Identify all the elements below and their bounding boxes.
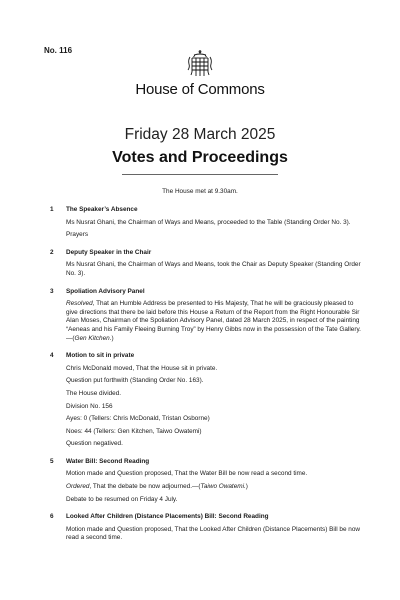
item-paragraph bbox=[66, 261, 362, 278]
text-run: ) bbox=[111, 334, 114, 342]
house-of-commons-wordmark: House of Commons bbox=[135, 81, 265, 98]
item-heading: Deputy Speaker in the Chair bbox=[66, 248, 152, 256]
item-paragraph bbox=[66, 483, 362, 492]
text-run: Gen Kitchen. bbox=[74, 334, 112, 342]
proceedings-list bbox=[44, 206, 362, 552]
sitting-date: Friday 28 March 2025 bbox=[124, 126, 276, 143]
text-run: Noes: 44 (Tellers: Gen Kitchen, Taiwo Owatemi) bbox=[66, 427, 202, 435]
proceeding-item bbox=[44, 513, 362, 543]
paper-number: No. 116 bbox=[44, 46, 73, 55]
sitting-time: The House met at 9.30am. bbox=[162, 188, 238, 195]
item-heading: Motion to sit in private bbox=[66, 352, 135, 360]
item-heading: Looked After Children (Distance Placements) Bill: Second Reading bbox=[66, 513, 269, 521]
item-paragraph bbox=[66, 496, 362, 505]
text-run: Ms Nusrat Ghani, the Chairman of Ways and Means, proceeded to the Table (Standing Order No. 3). bbox=[66, 218, 351, 226]
item-heading: Spoliation Advisory Panel bbox=[66, 287, 145, 295]
text-run: Motion made and Question proposed, That the Looked After Children (Distance Placements) Bill be now read a second time. bbox=[66, 525, 361, 542]
item-paragraph bbox=[66, 390, 362, 399]
item-number: 5 bbox=[50, 457, 54, 465]
document-title: Votes and Proceedings bbox=[112, 149, 288, 166]
text-run: The House divided. bbox=[66, 389, 122, 397]
house-of-commons-logo bbox=[0, 50, 400, 98]
item-heading: The Speaker’s Absence bbox=[66, 206, 138, 213]
proceeding-item bbox=[44, 288, 362, 344]
item-heading: Water Bill: Second Reading bbox=[66, 457, 150, 465]
text-run: Question negatived. bbox=[66, 440, 123, 448]
text-run: Resolved bbox=[66, 300, 93, 308]
text-run: Prayers bbox=[66, 231, 89, 239]
text-run: Ayes: 0 (Tellers: Chris McDonald, Tristan Osborne) bbox=[66, 415, 210, 423]
item-paragraph bbox=[66, 300, 362, 343]
text-run: Question put forthwith (Standing Order No. 163). bbox=[66, 377, 204, 385]
title-divider bbox=[122, 174, 278, 175]
text-run: ) bbox=[245, 483, 248, 491]
item-number: 4 bbox=[50, 352, 54, 360]
item-number: 6 bbox=[50, 513, 54, 521]
item-paragraph bbox=[66, 365, 362, 374]
text-run: Ms Nusrat Ghani, the Chairman of Ways and Means, took the Chair as Deputy Speaker (Standing Order No. 3). bbox=[66, 261, 361, 277]
text-run: Taiwo Owatemi. bbox=[200, 483, 246, 491]
text-run: Ordered bbox=[66, 483, 90, 491]
item-paragraph bbox=[66, 403, 362, 412]
proceeding-item bbox=[44, 249, 362, 279]
proceeding-item bbox=[44, 458, 362, 504]
item-paragraph bbox=[66, 428, 362, 437]
text-run: Division No. 156 bbox=[66, 402, 113, 410]
item-paragraph bbox=[66, 377, 362, 386]
item-paragraph bbox=[66, 415, 362, 424]
text-run: Motion made and Question proposed, That the Water Bill be now read a second time. bbox=[66, 470, 308, 478]
portcullis-icon bbox=[185, 50, 215, 80]
item-paragraph bbox=[66, 231, 362, 240]
item-paragraph bbox=[66, 440, 362, 449]
item-paragraph bbox=[66, 219, 362, 228]
proceeding-item bbox=[44, 206, 362, 240]
text-run: Debate to be resumed on Friday 4 July. bbox=[66, 495, 178, 503]
item-paragraph bbox=[66, 526, 362, 543]
item-number: 2 bbox=[50, 248, 54, 256]
item-paragraph bbox=[66, 470, 362, 479]
text-run: , That an Humble Address be presented to His Majesty, That he will be graciously pleased to give directions that there be laid before this House a Return of the Report from the Right Honourable Sir Alan Moses, Chairman of the Spoliation Advisory Panel, dated 28 March 2025, in respect of the painting “Aeneas and his Family Fleeing Burning Troy” by Henry Gibbs now in the possession of the Tate Gallery.—( bbox=[66, 300, 361, 342]
proceeding-item bbox=[44, 352, 362, 449]
item-number: 3 bbox=[50, 287, 54, 295]
text-run: , That the debate be now adjourned.—( bbox=[89, 483, 201, 491]
item-number: 1 bbox=[50, 206, 54, 213]
text-run: Chris McDonald moved, That the House sit in private. bbox=[66, 364, 218, 372]
